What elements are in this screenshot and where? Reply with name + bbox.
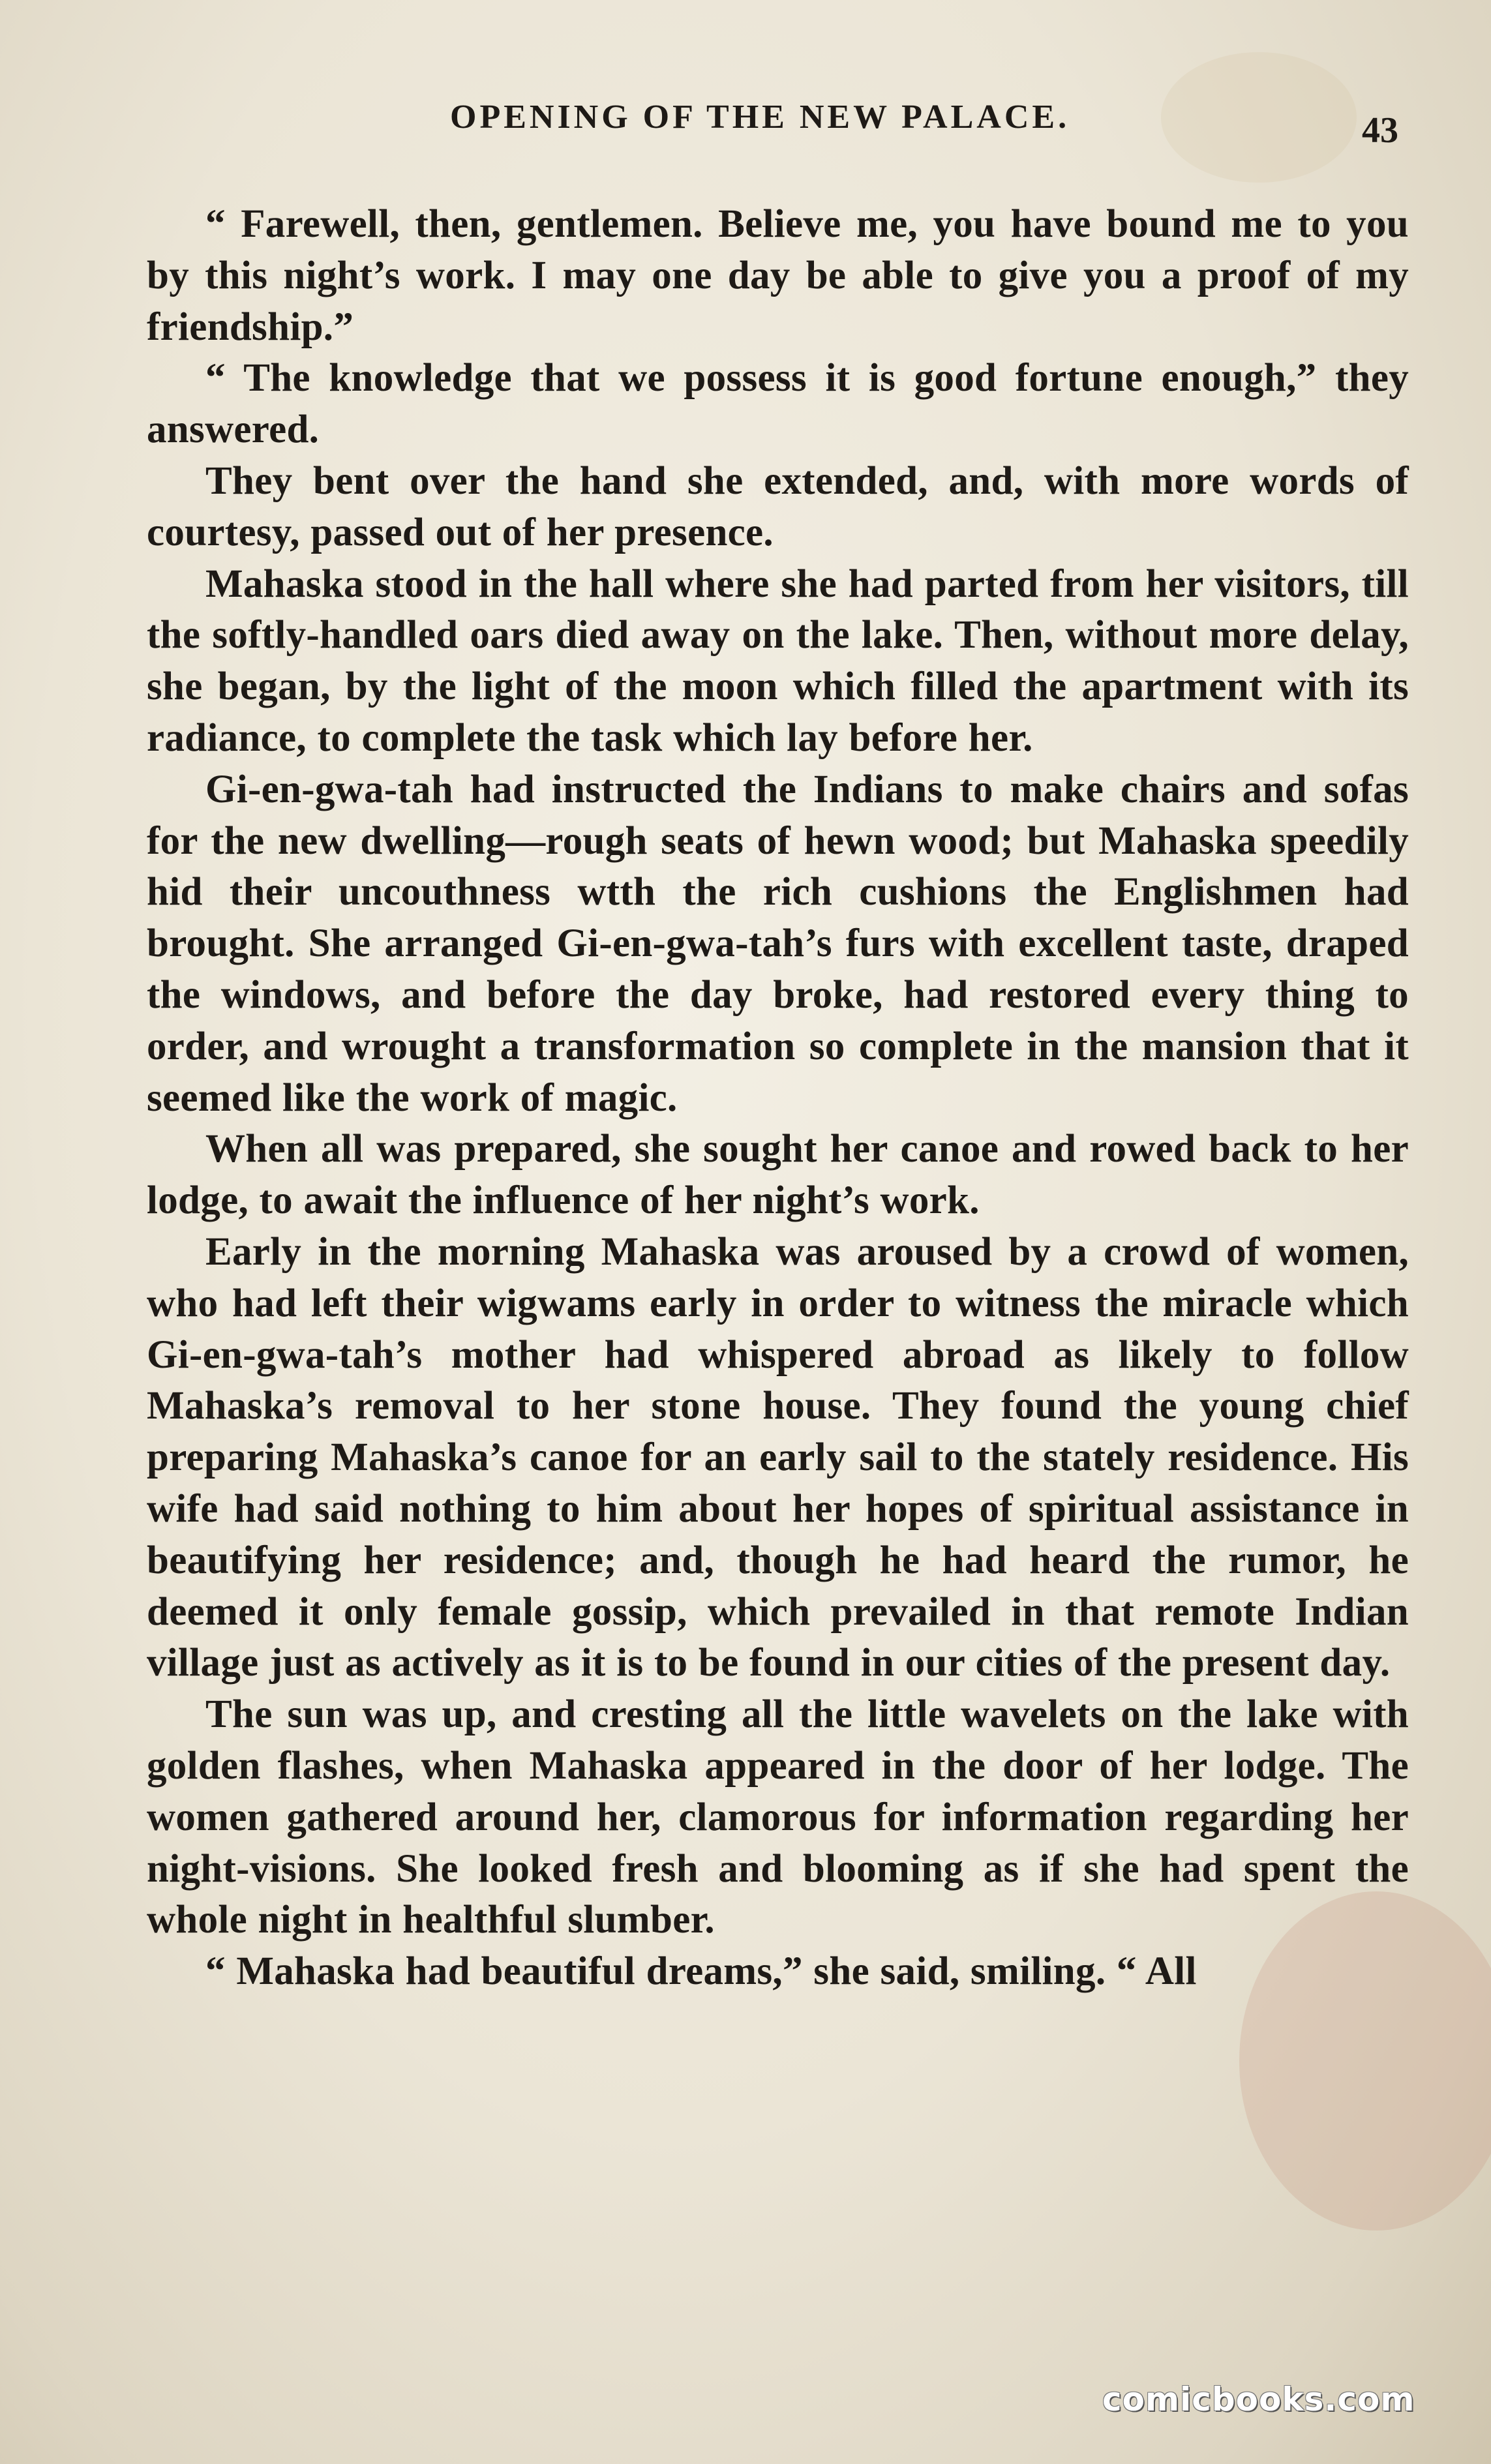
paragraph: “ Farewell, then, gentlemen. Believe me, you have bound me to you by this night’s work. I may one day be able to give you a proof of my friendship.” xyxy=(147,202,1409,349)
paragraph: “ Mahaska had beautiful dreams,” she said, smiling. “ All xyxy=(205,1949,1197,1994)
paragraph: Early in the morning Mahaska was aroused by a crowd of women, who had left their wigwams early in order to witness the miracle which Gi-en-gwa-tah’s mother had whispered abroad as likely to follow Mahaska’s removal to her stone house. They found the young chief preparing Mahaska’s canoe for an early sail to the stately residence. His wife had said nothing to him about her hopes of spiritual assistance in beautifying her residence; and, though he had heard the rumor, he deemed it only female gossip, which prevailed in that remote Indian village just as actively as it is to be found in our cities of the present day. xyxy=(147,1229,1409,1685)
paragraph: When all was prepared, she sought her canoe and rowed back to her lodge, to await the influence of her night’s work. xyxy=(147,1127,1409,1223)
paragraph: Mahaska stood in the hall where she had parted from her visitors, till the softly-handled oars died away on the lake. Then, without more delay, she began, by the light of the moon which filled the apartment with its radiance, to complete the task which lay before her. xyxy=(147,562,1409,760)
watermark: comicbooks.com xyxy=(1102,2381,1415,2418)
body-text xyxy=(147,199,1409,1998)
paragraph: Gi-en-gwa-tah had instructed the Indians to make chairs and sofas for the new dwelling—rough seats of hewn wood; but Mahaska speedily hid their uncouthness wtth the rich cushions the Englishmen had brought. She arranged Gi-en-gwa-tah’s furs with excellent taste, draped the windows, and before the day broke, had restored every thing to order, and wrought a transformation so complete in the mansion that it seemed like the work of magic. xyxy=(147,767,1409,1120)
paragraph: The sun was up, and cresting all the little wavelets on the lake with golden flashes, when Mahaska appeared in the door of her lodge. The women gathered around her, clamorous for information regarding her night-visions. She looked fresh and blooming as if she had spent the whole night in healthful slumber. xyxy=(147,1692,1409,1942)
paragraph: “ The knowledge that we possess it is good fortune enough,” they answered. xyxy=(147,356,1409,452)
paragraph: They bent over the hand she extended, and, with more words of courtesy, passed out of her presence. xyxy=(147,458,1409,554)
running-head: OPENING OF THE NEW PALACE. xyxy=(450,98,1070,136)
page-number: 43 xyxy=(1362,110,1398,151)
page-header xyxy=(0,91,1491,170)
